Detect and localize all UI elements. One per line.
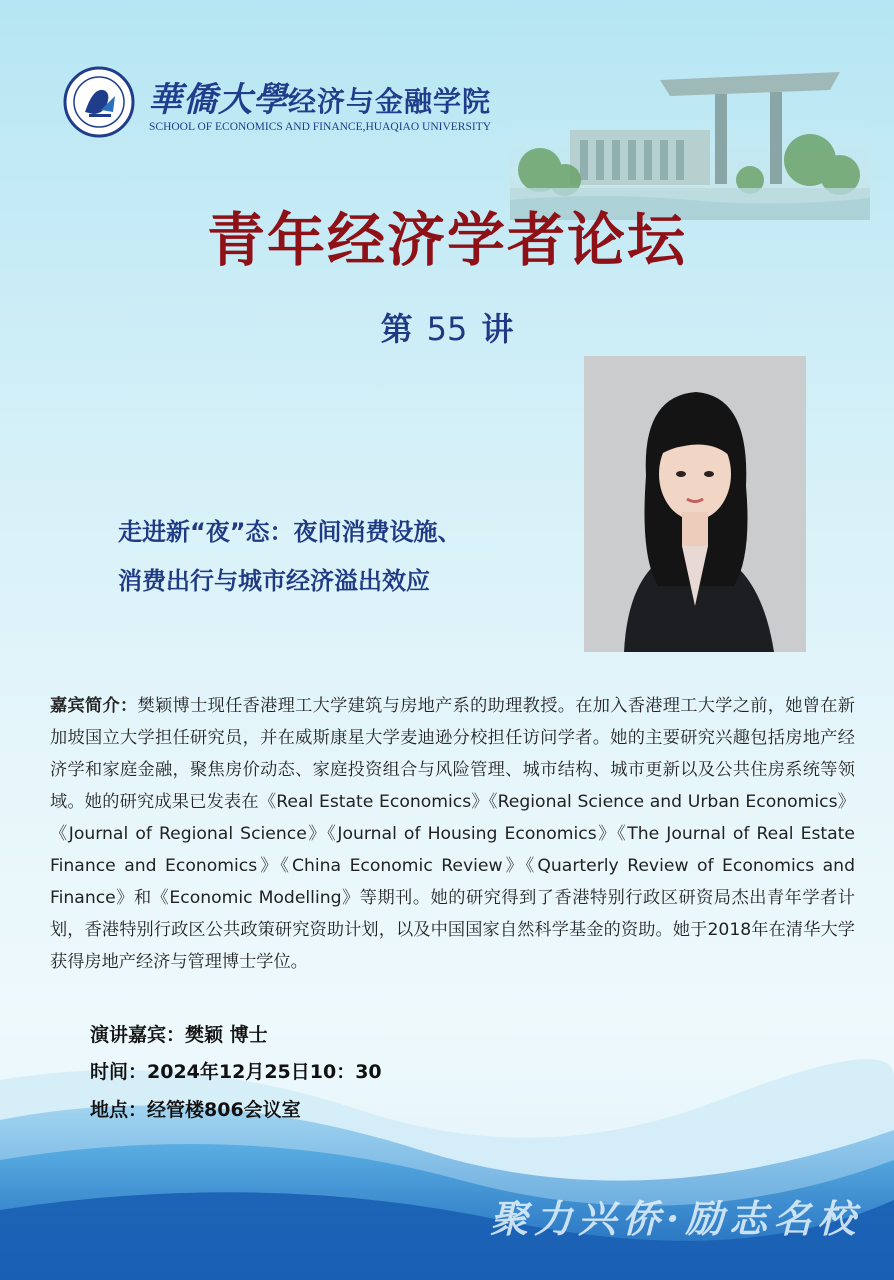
talk-title-line1: 走进新“夜”态：夜间消费设施、 [118, 518, 462, 546]
brand-english: SCHOOL OF ECONOMICS AND FINANCE,HUAQIAO UNIVERSITY [149, 121, 492, 133]
talk-title-line2: 消费出行与城市经济溢出效应 [118, 567, 430, 595]
time-info: 时间：2024年12月25日10：30 [90, 1061, 382, 1083]
lecture-number-value: 55 [426, 310, 468, 348]
speaker-bio [50, 690, 855, 978]
lecture-prefix: 第 [380, 310, 413, 348]
speaker-photo [584, 356, 806, 652]
forum-title: 青年经济学者论坛 [206, 206, 687, 274]
brand-cn-main: 華僑大學 [148, 80, 288, 120]
lecture-number [0, 304, 894, 350]
bio-label: 嘉宾简介： [50, 696, 138, 716]
university-seal-logo [63, 66, 135, 138]
speaker-info: 演讲嘉宾：樊颖 博士 [90, 1024, 268, 1046]
brand-chinese [148, 72, 491, 121]
footer-slogan: 聚力兴侨·励志名校 [490, 1196, 862, 1241]
bio-text: 樊颖博士现任香港理工大学建筑与房地产系的助理教授。在加入香港理工大学之前，她曾在新加坡国立大学担任研究员，并在威斯康星大学麦迪逊分校担任访问学者。她的主要研究兴趣包括房地产经济学和家庭金融，聚焦房价动态、家庭投资组合与风险管理、城市结构、城市更新以及公共住房系统等领域。她的研究成果已发表在《Real Estate Economics》《Regional Science and Urban Economics》《Journal of Regional Science》《Journal of Housing Economics》《The Journal of Real Estate Finance and Economics》《China Economic Review》《Quarterly Review of Economics and Finance》和《Economic Modelling》等期刊。她的研究得到了香港特别行政区研资局杰出青年学者计划，香港特别行政区公共政策研究资助计划，以及中国国家自然科学基金的资助。她于2018年在清华大学获得房地产经济与管理博士学位。 [50, 696, 855, 972]
place-info: 地点：经管楼806会议室 [90, 1099, 301, 1121]
brand-cn-sub: 经济与金融学院 [288, 85, 492, 118]
lecture-suffix: 讲 [481, 310, 514, 348]
talk-title [118, 508, 462, 606]
